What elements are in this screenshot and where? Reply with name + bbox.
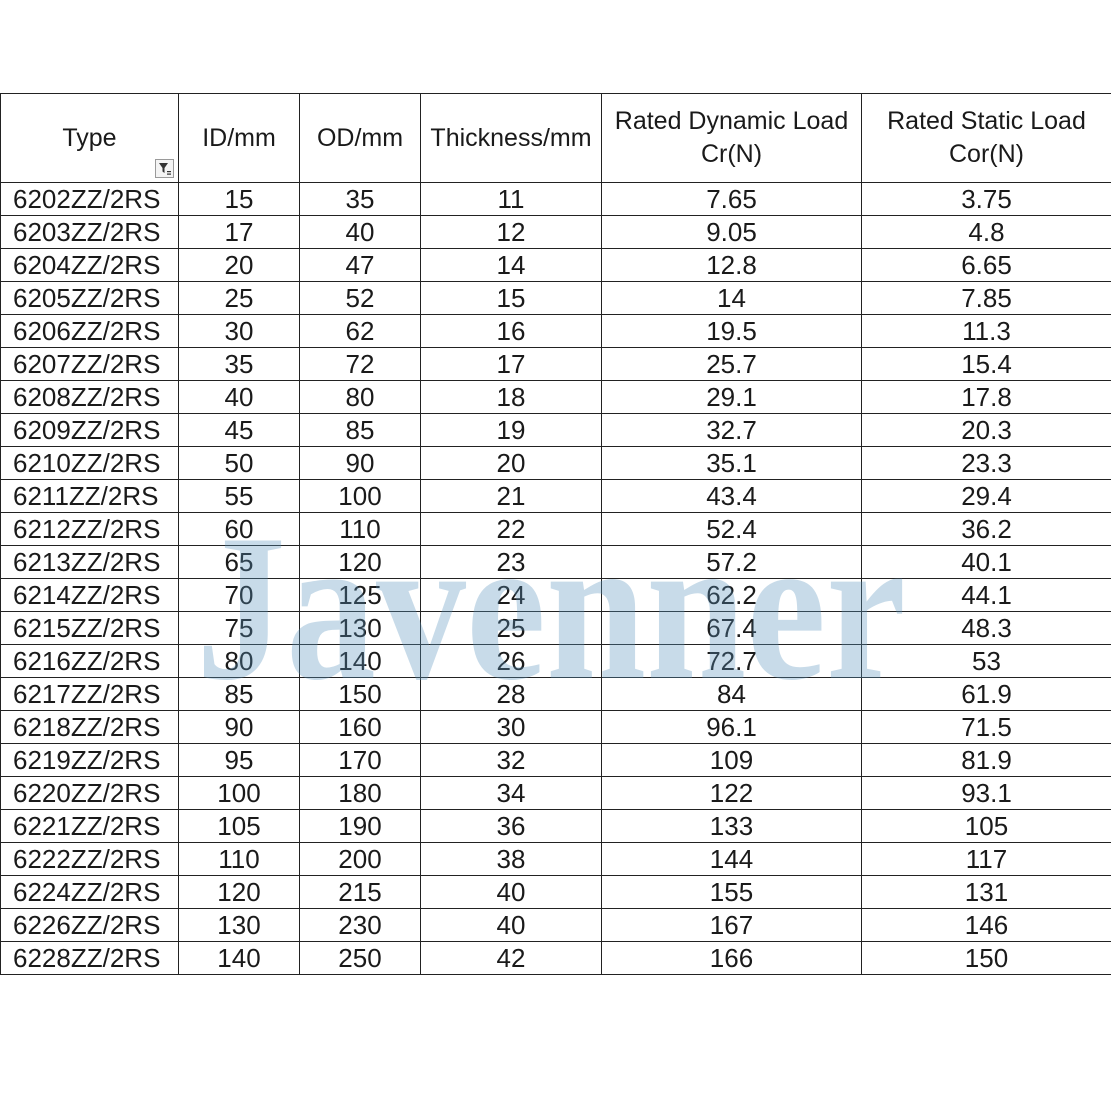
cell-thickness[interactable]: 26 — [421, 645, 602, 678]
cell-id[interactable]: 30 — [179, 315, 300, 348]
cell-thickness[interactable]: 36 — [421, 810, 602, 843]
cell-thickness[interactable]: 14 — [421, 249, 602, 282]
column-header-type — [1, 94, 179, 183]
cell-type[interactable]: 6208ZZ/2RS — [1, 381, 179, 414]
cell-static-load[interactable]: 150 — [862, 942, 1111, 975]
cell-od[interactable]: 100 — [300, 480, 421, 513]
table-row — [1, 744, 1111, 777]
cell-static-load[interactable]: 48.3 — [862, 612, 1111, 645]
cell-thickness[interactable]: 17 — [421, 348, 602, 381]
cell-od[interactable]: 180 — [300, 777, 421, 810]
cell-dynamic-load[interactable]: 62.2 — [602, 579, 862, 612]
cell-thickness[interactable]: 38 — [421, 843, 602, 876]
cell-dynamic-load[interactable]: 7.65 — [602, 183, 862, 216]
cell-id[interactable]: 80 — [179, 645, 300, 678]
cell-type[interactable]: 6214ZZ/2RS — [1, 579, 179, 612]
cell-id[interactable]: 15 — [179, 183, 300, 216]
cell-id[interactable]: 25 — [179, 282, 300, 315]
cell-static-load[interactable]: 71.5 — [862, 711, 1111, 744]
bearing-spec-table — [0, 93, 1111, 975]
cell-dynamic-load[interactable]: 19.5 — [602, 315, 862, 348]
cell-thickness[interactable]: 30 — [421, 711, 602, 744]
cell-id[interactable]: 120 — [179, 876, 300, 909]
cell-dynamic-load[interactable]: 96.1 — [602, 711, 862, 744]
cell-id[interactable]: 85 — [179, 678, 300, 711]
cell-id[interactable]: 55 — [179, 480, 300, 513]
table-row — [1, 711, 1111, 744]
header-row — [1, 94, 1111, 183]
cell-thickness[interactable]: 23 — [421, 546, 602, 579]
table-row — [1, 480, 1111, 513]
cell-id[interactable]: 100 — [179, 777, 300, 810]
cell-thickness[interactable]: 15 — [421, 282, 602, 315]
header-text: Thickness/mm — [430, 123, 592, 152]
cell-type[interactable]: 6215ZZ/2RS — [1, 612, 179, 645]
table-row — [1, 678, 1111, 711]
header-text: ID/mm — [202, 123, 276, 152]
cell-static-load[interactable]: 81.9 — [862, 744, 1111, 777]
cell-od[interactable]: 230 — [300, 909, 421, 942]
cell-static-load[interactable]: 3.75 — [862, 183, 1111, 216]
cell-type[interactable]: 6212ZZ/2RS — [1, 513, 179, 546]
cell-dynamic-load[interactable]: 14 — [602, 282, 862, 315]
cell-od[interactable]: 40 — [300, 216, 421, 249]
cell-thickness[interactable]: 12 — [421, 216, 602, 249]
cell-static-load[interactable]: 131 — [862, 876, 1111, 909]
cell-id[interactable]: 35 — [179, 348, 300, 381]
cell-dynamic-load[interactable]: 133 — [602, 810, 862, 843]
cell-id[interactable]: 17 — [179, 216, 300, 249]
table-row — [1, 942, 1111, 975]
cell-static-load[interactable]: 117 — [862, 843, 1111, 876]
cell-dynamic-load[interactable]: 57.2 — [602, 546, 862, 579]
table-row — [1, 876, 1111, 909]
cell-id[interactable]: 50 — [179, 447, 300, 480]
column-header-dynamic-load — [602, 94, 862, 183]
column-header-id — [179, 94, 300, 183]
table-row — [1, 381, 1111, 414]
cell-type[interactable]: 6221ZZ/2RS — [1, 810, 179, 843]
cell-type[interactable]: 6202ZZ/2RS — [1, 183, 179, 216]
cell-od[interactable]: 150 — [300, 678, 421, 711]
table-row — [1, 414, 1111, 447]
cell-thickness[interactable]: 16 — [421, 315, 602, 348]
cell-id[interactable]: 75 — [179, 612, 300, 645]
cell-type[interactable]: 6216ZZ/2RS — [1, 645, 179, 678]
cell-static-load[interactable]: 105 — [862, 810, 1111, 843]
table-row — [1, 546, 1111, 579]
cell-static-load[interactable]: 146 — [862, 909, 1111, 942]
cell-id[interactable]: 140 — [179, 942, 300, 975]
cell-thickness[interactable]: 32 — [421, 744, 602, 777]
header-text: Type — [62, 123, 117, 152]
table-row — [1, 909, 1111, 942]
cell-type[interactable]: 6219ZZ/2RS — [1, 744, 179, 777]
cell-od[interactable]: 120 — [300, 546, 421, 579]
cell-od[interactable]: 110 — [300, 513, 421, 546]
table-row — [1, 183, 1111, 216]
cell-type[interactable]: 6220ZZ/2RS — [1, 777, 179, 810]
table-row — [1, 282, 1111, 315]
cell-static-load[interactable]: 93.1 — [862, 777, 1111, 810]
cell-type[interactable]: 6226ZZ/2RS — [1, 909, 179, 942]
table-row — [1, 315, 1111, 348]
cell-id[interactable]: 110 — [179, 843, 300, 876]
table-row — [1, 513, 1111, 546]
cell-id[interactable]: 90 — [179, 711, 300, 744]
cell-od[interactable]: 72 — [300, 348, 421, 381]
cell-type[interactable]: 6228ZZ/2RS — [1, 942, 179, 975]
cell-thickness[interactable]: 25 — [421, 612, 602, 645]
cell-id[interactable]: 65 — [179, 546, 300, 579]
cell-type[interactable]: 6213ZZ/2RS — [1, 546, 179, 579]
column-header-static-load — [862, 94, 1111, 183]
cell-type[interactable]: 6217ZZ/2RS — [1, 678, 179, 711]
cell-od[interactable]: 170 — [300, 744, 421, 777]
table-row — [1, 777, 1111, 810]
cell-od[interactable]: 200 — [300, 843, 421, 876]
cell-type[interactable]: 6207ZZ/2RS — [1, 348, 179, 381]
cell-type[interactable]: 6203ZZ/2RS — [1, 216, 179, 249]
cell-static-load[interactable]: 61.9 — [862, 678, 1111, 711]
cell-od[interactable]: 140 — [300, 645, 421, 678]
cell-type[interactable]: 6210ZZ/2RS — [1, 447, 179, 480]
cell-static-load[interactable]: 7.85 — [862, 282, 1111, 315]
cell-static-load[interactable]: 6.65 — [862, 249, 1111, 282]
cell-dynamic-load[interactable]: 35.1 — [602, 447, 862, 480]
cell-thickness[interactable]: 40 — [421, 876, 602, 909]
cell-dynamic-load[interactable]: 9.05 — [602, 216, 862, 249]
cell-dynamic-load[interactable]: 166 — [602, 942, 862, 975]
cell-dynamic-load[interactable]: 109 — [602, 744, 862, 777]
cell-thickness[interactable]: 28 — [421, 678, 602, 711]
table-row — [1, 645, 1111, 678]
cell-dynamic-load[interactable]: 72.7 — [602, 645, 862, 678]
cell-thickness[interactable]: 20 — [421, 447, 602, 480]
cell-id[interactable]: 20 — [179, 249, 300, 282]
header-unit: Cor(N) — [949, 140, 1024, 168]
cell-thickness[interactable]: 40 — [421, 909, 602, 942]
cell-static-load[interactable]: 17.8 — [862, 381, 1111, 414]
cell-static-load[interactable]: 36.2 — [862, 513, 1111, 546]
cell-id[interactable]: 40 — [179, 381, 300, 414]
table-row — [1, 447, 1111, 480]
cell-id[interactable]: 60 — [179, 513, 300, 546]
filter-icon[interactable] — [155, 159, 174, 178]
cell-static-load[interactable]: 29.4 — [862, 480, 1111, 513]
cell-dynamic-load[interactable]: 32.7 — [602, 414, 862, 447]
table-row — [1, 216, 1111, 249]
cell-od[interactable]: 125 — [300, 579, 421, 612]
cell-id[interactable]: 130 — [179, 909, 300, 942]
header-text: OD/mm — [316, 123, 404, 152]
cell-id[interactable]: 95 — [179, 744, 300, 777]
header-text: Rated Static Load — [887, 107, 1086, 135]
table-body — [1, 183, 1111, 975]
cell-type[interactable]: 6224ZZ/2RS — [1, 876, 179, 909]
cell-thickness[interactable]: 19 — [421, 414, 602, 447]
header-unit: Cr(N) — [700, 140, 763, 168]
table-row — [1, 348, 1111, 381]
cell-static-load[interactable]: 20.3 — [862, 414, 1111, 447]
cell-thickness[interactable]: 21 — [421, 480, 602, 513]
table-row — [1, 612, 1111, 645]
column-header-thickness — [421, 94, 602, 183]
cell-od[interactable]: 35 — [300, 183, 421, 216]
cell-od[interactable]: 80 — [300, 381, 421, 414]
cell-type[interactable]: 6204ZZ/2RS — [1, 249, 179, 282]
cell-dynamic-load[interactable]: 12.8 — [602, 249, 862, 282]
cell-od[interactable]: 250 — [300, 942, 421, 975]
cell-thickness[interactable]: 34 — [421, 777, 602, 810]
cell-od[interactable]: 160 — [300, 711, 421, 744]
cell-static-load[interactable]: 44.1 — [862, 579, 1111, 612]
cell-od[interactable]: 215 — [300, 876, 421, 909]
table-row — [1, 579, 1111, 612]
cell-od[interactable]: 85 — [300, 414, 421, 447]
cell-dynamic-load[interactable]: 52.4 — [602, 513, 862, 546]
cell-thickness[interactable]: 22 — [421, 513, 602, 546]
cell-dynamic-load[interactable]: 43.4 — [602, 480, 862, 513]
cell-static-load[interactable]: 11.3 — [862, 315, 1111, 348]
cell-static-load[interactable]: 15.4 — [862, 348, 1111, 381]
cell-id[interactable]: 45 — [179, 414, 300, 447]
cell-od[interactable]: 62 — [300, 315, 421, 348]
cell-dynamic-load[interactable]: 167 — [602, 909, 862, 942]
cell-thickness[interactable]: 42 — [421, 942, 602, 975]
cell-od[interactable]: 190 — [300, 810, 421, 843]
cell-static-load[interactable]: 53 — [862, 645, 1111, 678]
cell-dynamic-load[interactable]: 84 — [602, 678, 862, 711]
cell-dynamic-load[interactable]: 67.4 — [602, 612, 862, 645]
cell-od[interactable]: 90 — [300, 447, 421, 480]
cell-thickness[interactable]: 24 — [421, 579, 602, 612]
cell-type[interactable]: 6211ZZ/2RS — [1, 480, 179, 513]
cell-type[interactable]: 6209ZZ/2RS — [1, 414, 179, 447]
cell-type[interactable]: 6206ZZ/2RS — [1, 315, 179, 348]
table-row — [1, 249, 1111, 282]
table-row — [1, 810, 1111, 843]
cell-static-load[interactable]: 40.1 — [862, 546, 1111, 579]
cell-od[interactable]: 47 — [300, 249, 421, 282]
cell-od[interactable]: 52 — [300, 282, 421, 315]
cell-dynamic-load[interactable]: 122 — [602, 777, 862, 810]
cell-dynamic-load[interactable]: 155 — [602, 876, 862, 909]
header-text: Rated Dynamic Load — [614, 107, 849, 135]
cell-id[interactable]: 70 — [179, 579, 300, 612]
cell-type[interactable]: 6205ZZ/2RS — [1, 282, 179, 315]
cell-id[interactable]: 105 — [179, 810, 300, 843]
cell-dynamic-load[interactable]: 144 — [602, 843, 862, 876]
column-header-od — [300, 94, 421, 183]
cell-thickness[interactable]: 18 — [421, 381, 602, 414]
svg-text:Javenner: Javenner — [196, 493, 906, 713]
cell-type[interactable]: 6222ZZ/2RS — [1, 843, 179, 876]
cell-static-load[interactable]: 23.3 — [862, 447, 1111, 480]
table-row — [1, 843, 1111, 876]
cell-od[interactable]: 130 — [300, 612, 421, 645]
cell-static-load[interactable]: 4.8 — [862, 216, 1111, 249]
cell-thickness[interactable]: 11 — [421, 183, 602, 216]
cell-dynamic-load[interactable]: 25.7 — [602, 348, 862, 381]
cell-dynamic-load[interactable]: 29.1 — [602, 381, 862, 414]
cell-type[interactable]: 6218ZZ/2RS — [1, 711, 179, 744]
